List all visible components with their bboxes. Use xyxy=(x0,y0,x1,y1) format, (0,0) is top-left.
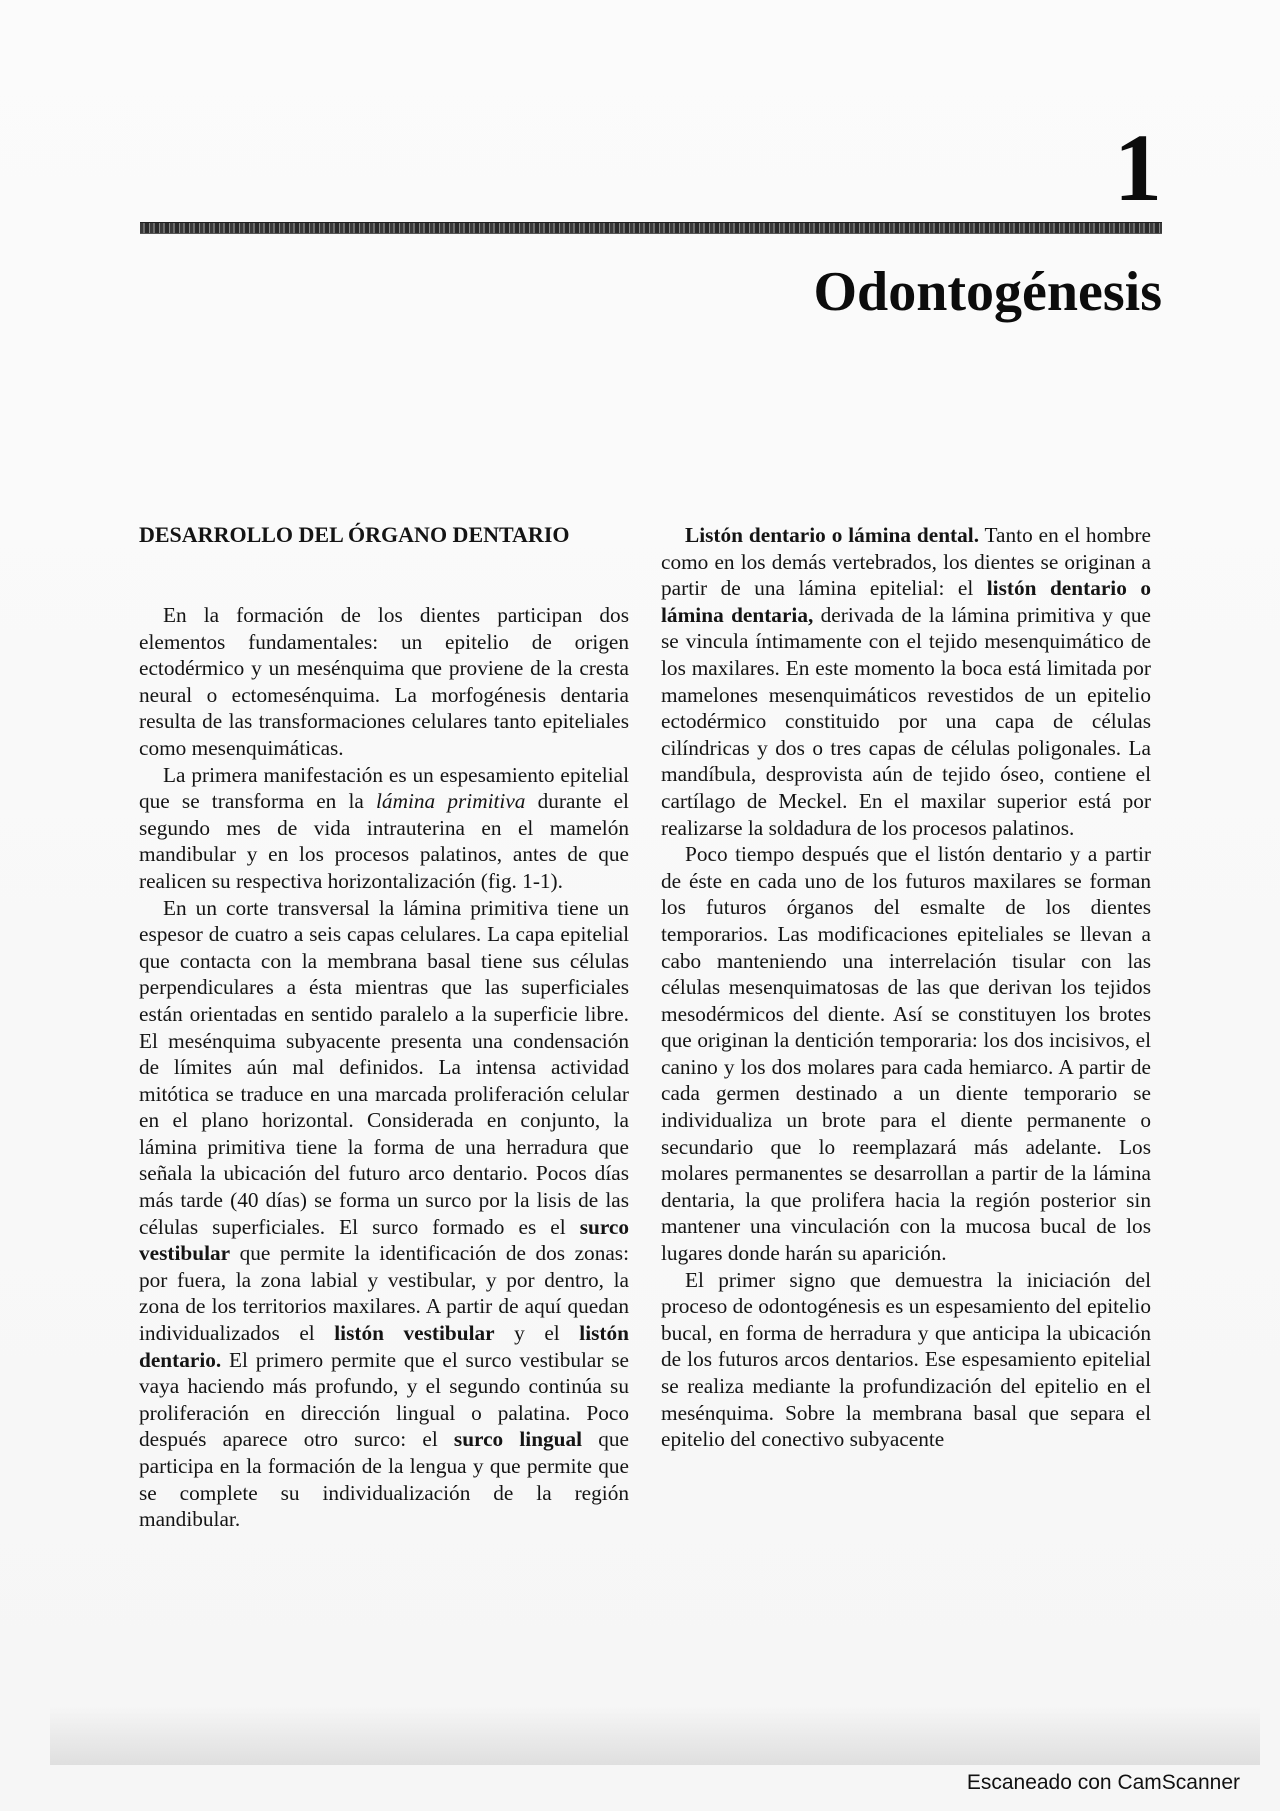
text-run: Tanto en el hombre como en los demás vertebrados, los dientes se originan a partir de una lámina epitelial: el xyxy=(661,523,1151,601)
text-run: que participa en la formación de la lengua y que permite que se complete su individualización de la región mandibular. xyxy=(139,1427,629,1532)
left-column xyxy=(139,522,629,1533)
text-run: En un corte transversal la lámina primitiva tiene un espesor de cuatro a seis capas celulares. La capa epitelial que contacta con la membrana basal tiene sus células perpendiculares a ésta mientras que las superficiales están orientadas en sentido paralelo a la superficie libre. El mesénquima subyacente presenta una condensación de límites aún mal definidos. La intensa actividad mitótica se traduce en una marcada proliferación celular en el plano horizontal. Considerada en conjunto, la lámina primitiva tiene la forma de una herradura que señala la ubicación del futuro arco dentario. Pocos días más tarde (40 días) se forma un surco por la lisis de las células superficiales. El surco formado es el xyxy=(139,895,629,1239)
paragraph: Poco tiempo después que el listón dentario y a partir de éste en cada uno de los futuros maxilares se forman los futuros órganos del esmalte de los dientes temporarios. Las modificaciones epiteliales se llevan a cabo manteniendo una interrelación tisular con las células mesenquimatosas de las que derivan los tejidos mesodérmicos del diente. Así se constituyen los brotes que originan la dentición temporaria: los dos incisivos, el canino y los dos molares para cada hemiarco. A partir de cada germen destinado a un diente temporario se individualiza un brote para el diente permanente o secundario que lo reemplazará más adelante. Los molares permanentes se desarrollan a partir de la lámina dentaria, la que prolifera hacia la región posterior sin mantener una vinculación con la mucosa bucal de los lugares donde harán su aparición. xyxy=(661,842,1151,1266)
paragraph xyxy=(661,522,1151,841)
italic-term: lámina primitiva xyxy=(376,789,526,814)
section-heading: DESARROLLO DEL ÓRGANO DENTARIO xyxy=(139,522,570,547)
text-run: La primera manifestación es un espesamiento epitelial que se transforma en la xyxy=(139,762,629,814)
paragraph: El primer signo que demuestra la iniciación del proceso de odontogénesis es un espesamiento del epitelio bucal, en forma de herradura y que anticipa la ubicación de los futuros arcos dentarios. Ese espesamiento epitelial se realiza mediante la profundización del epitelio en el mesénquima. Sobre la membrana basal que separa el epitelio del conectivo subyacente xyxy=(661,1267,1151,1452)
bold-term: surco vestibular xyxy=(139,1214,629,1266)
chapter-number: 1 xyxy=(1114,114,1162,221)
right-column xyxy=(661,522,1151,1453)
text-run: derivada de la lámina primitiva y que se vincula íntimamente con el tejido mesenquimático de los maxilares. En este momento la boca está limitada por mamelones mesenquimáticos revestidos de un epitelio ectodérmico constituido por una capa de células cilíndricas y dos o tres capas de células poligonales. La mandíbula, desprovista aún de tejido óseo, contiene el cartílago de Meckel. En el maxilar superior está por realizarse la soldadura de los procesos palatinos. xyxy=(661,602,1151,840)
text-run: que permite la identificación de dos zonas: por fuera, la zona labial y vestibular, y por dentro, la zona de los territorios maxilares. A partir de aquí quedan individualizados el xyxy=(139,1241,629,1346)
scanner-watermark: Escaneado con CamScanner xyxy=(966,1771,1240,1794)
scan-shadow xyxy=(50,1705,1260,1765)
bold-term: surco lingual xyxy=(453,1427,583,1452)
bold-term: listón dentario o lámina dentaria, xyxy=(661,576,1152,627)
text-run: y el xyxy=(494,1321,580,1346)
bold-term: listón vestibular xyxy=(334,1321,495,1346)
chapter-rule xyxy=(140,222,1162,234)
paragraph xyxy=(139,895,629,1533)
bold-term: Listón dentario o lámina dental. xyxy=(685,523,980,547)
text-run: El primero permite que el surco vestibular se vaya haciendo más profundo, y el segundo continúa su proliferación en dirección lingual o palatina. Poco después aparece otro surco: el xyxy=(139,1347,629,1452)
text-run: durante el segundo mes de vida intrauterina en el mamelón mandibular y en los procesos palatinos, antes de que realicen su respectiva horizontalización (fig. 1-1). xyxy=(139,789,629,893)
paragraph: En la formación de los dientes participan dos elementos fundamentales: un epitelio de origen ectodérmico y un mesénquima que proviene de la cresta neural o ectomesénquima. La morfogénesis dentaria resulta de las transformaciones celulares tanto epiteliales como mesenquimáticas. xyxy=(139,603,629,760)
paragraph xyxy=(139,762,629,895)
chapter-title: Odontogénesis xyxy=(813,261,1162,323)
bold-term: listón dentario. xyxy=(139,1321,629,1372)
